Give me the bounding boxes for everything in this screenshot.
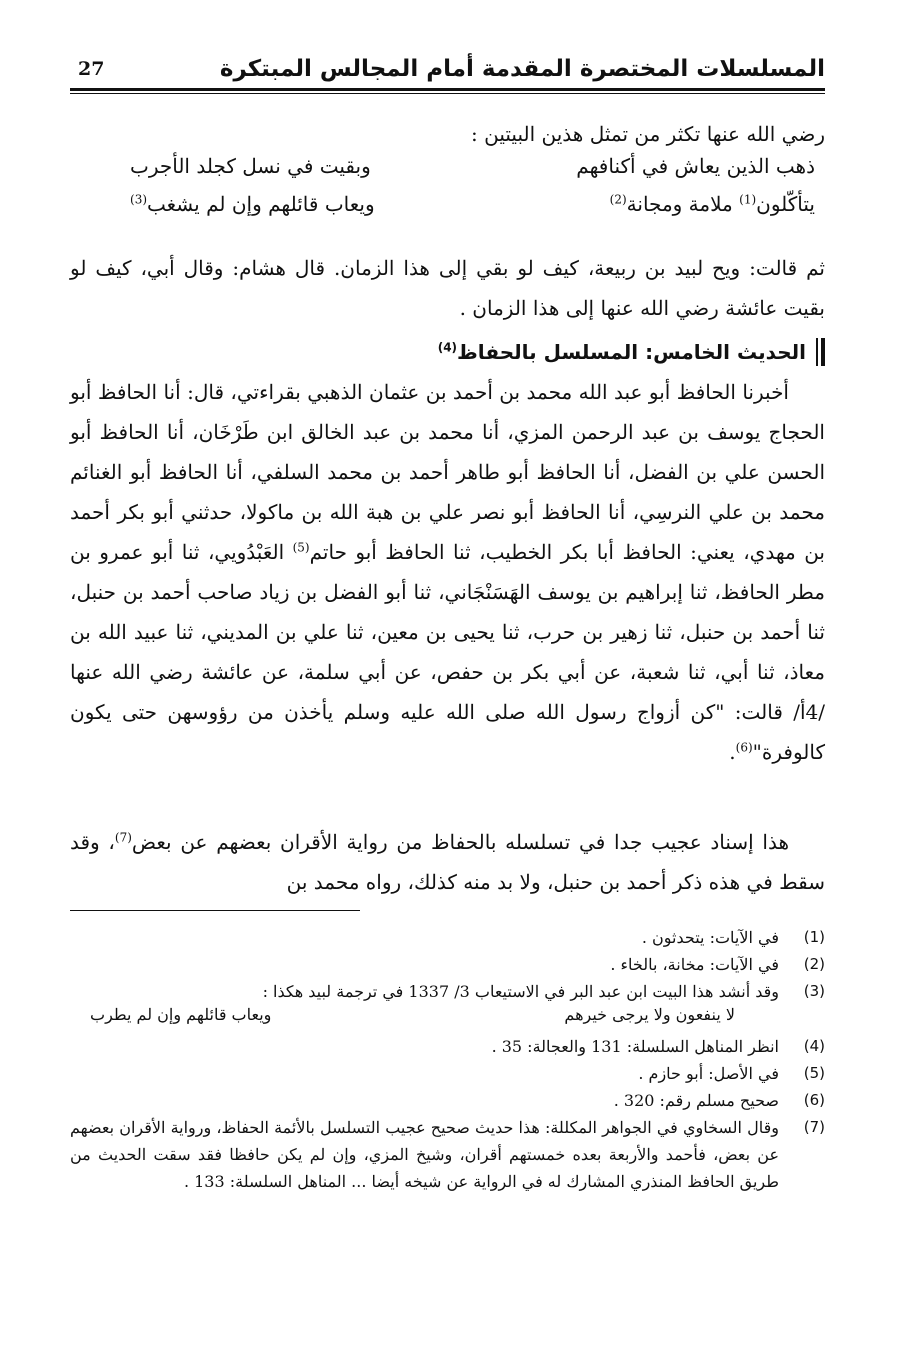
verse-2-first-hemistich — [610, 192, 815, 216]
hadith-text-1: أخبرنا الحافظ أبو عبد الله محمد بن أحمد بن عثمان الذهبي بقراءتي، قال: أنا الحافظ أبو الحجاج يوسف بن عبد الرحمن المزي، أنا محمد بن عبد الخالق ابن طَرْخَان، أنا الحافظ أبو الحسن علي بن الفضل، أنا الحافظ أبو طاهر أحمد بن محمد السلفي، أنا الحافظ أبو الغنائم محمد بن علي النرسِي، أنا الحافظ أبو نصر علي بن هبة الله بن ماكولا، حدثني أبو بكر أحمد بن مهدي، يعني: الحافظ أبا بكر الخطيب، ثنا الحافظ أبو حاتم — [70, 380, 825, 564]
footnote-ref-5[interactable]: (5) — [292, 540, 310, 555]
footnote-number: (1) — [803, 928, 825, 946]
footnote-2 — [70, 951, 825, 978]
verse-line-1 — [130, 154, 815, 194]
footnote-7 — [70, 1114, 825, 1195]
footnotes — [70, 924, 825, 1195]
footnote-ref-7[interactable]: (7) — [114, 830, 132, 845]
hadith-end: . — [729, 740, 736, 764]
footnote-number: (4) — [803, 1037, 825, 1055]
hadith-paragraph — [70, 372, 825, 772]
verse-1-second-hemistich: وبقيت في نسل كجلد الأجرب — [130, 154, 371, 178]
comment-text-2: ، وقد سقط في هذه ذكر أحمد بن حنبل، ولا بد منه كذلك، رواه محمد بن — [70, 830, 825, 894]
book-page — [70, 40, 825, 1320]
footnote-text: في الأصل: أبو حازم . — [638, 1064, 779, 1083]
footnote-text: في الآيات: يتحدثون . — [641, 928, 779, 947]
comment-text-1: هذا إسناد عجيب جدا في تسلسله بالحفاظ من رواية الأقران بعضهم عن بعض — [131, 830, 790, 854]
footnote-number: (2) — [803, 955, 825, 973]
footnote-separator — [70, 910, 360, 911]
page-number: 27 — [78, 58, 105, 80]
poem-verse — [130, 154, 815, 244]
heading-bars-icon — [816, 338, 825, 366]
footnote-4 — [70, 1033, 825, 1060]
footnote-number: (7) — [803, 1118, 825, 1136]
section-heading — [438, 334, 825, 370]
footnote-ref-1[interactable]: (1) — [739, 192, 757, 207]
footnote-ref-3[interactable]: (3) — [130, 192, 148, 207]
footnote-verse-first-hemistich: لا ينفعون ولا يرجى خيرهم — [564, 1005, 735, 1024]
footnote-text: في الآيات: مخانة، بالخاء . — [610, 955, 779, 974]
verse-1-first-hemistich: ذهب الذين يعاش في أكنافهم — [576, 154, 815, 178]
verse-2-rest: ملامة ومجانة — [626, 192, 740, 216]
header-rule — [70, 88, 825, 91]
footnote-1 — [70, 924, 825, 951]
footnote-ref-4[interactable]: (4) — [437, 340, 458, 355]
section-heading-text — [438, 340, 806, 364]
footnote-3 — [70, 978, 825, 1005]
after-verse-paragraph: ثم قالت: ويح لبيد بن ربيعة، كيف لو بقي إلى هذا الزمان. قال هشام: وقال أبي، كيف لو بقيت عائشة رضي الله عنها إلى هذا الزمان . — [70, 256, 825, 320]
footnote-ref-2[interactable]: (2) — [609, 192, 627, 207]
hadith-text-2: العَبْدُويي، ثنا أبو عمرو بن مطر الحافظ، ثنا إبراهيم بن يوسف الهَسَنْجَاني، ثنا أبو الفضل بن زياد صاحب أحمد بن حنبل، ثنا أحمد بن حنبل، ثنا زهير بن حرب، ثنا يحيى بن معين، ثنا علي بن المديني، ثنا عبيد الله بن معاذ، ثنا أبي، ثنا شعبة، عن أبي بكر بن حفص، عن أبي سلمة، عن عائشة رضي الله عنها /4أ/ قالت: "كن أزواج رسول الله صلى الله عليه وسلم يأخذن من رؤوسهن حتى يكون كالوفرة" — [70, 540, 825, 764]
verse-2-second-hemistich — [130, 192, 375, 216]
header-rule-thin — [70, 93, 825, 94]
footnote-text: انظر المناهل السلسلة: 131 والعجالة: 35 . — [491, 1037, 779, 1056]
footnote-6 — [70, 1087, 825, 1114]
footnote-verse-second-hemistich: ويعاب قائلهم وإن لم يطرب — [90, 1005, 272, 1024]
footnote-5 — [70, 1060, 825, 1087]
comment-paragraph — [70, 822, 825, 902]
intro-paragraph: رضي الله عنها تكثر من تمثل هذين البيتين : — [471, 122, 825, 146]
footnote-text: صحيح مسلم رقم: 320 . — [613, 1091, 779, 1110]
section-heading-label: الحديث الخامس: المسلسل بالحفاظ — [457, 340, 806, 364]
footnote-number: (3) — [803, 982, 825, 1000]
footnote-3-verse — [70, 1005, 825, 1033]
verse-2-second-text: ويعاب قائلهم وإن لم يشغب — [147, 192, 375, 216]
footnote-number: (5) — [803, 1064, 825, 1082]
footnote-text: وقد أنشد هذا البيت ابن عبد البر في الاستيعاب 3/ 1337 في ترجمة لبيد هكذا : — [262, 982, 779, 1001]
running-title: المسلسلات المختصرة المقدمة أمام المجالس المبتكرة — [219, 56, 825, 82]
verse-line-2 — [130, 192, 815, 232]
footnote-ref-6[interactable]: (6) — [735, 740, 753, 755]
footnote-text: وقال السخاوي في الجواهر المكللة: هذا حديث صحيح عجيب التسلسل بالأئمة الحفاظ، ورواية الأقران بعضهم عن بعض، فأحمد والأربعة بعده خمستهم أقران، وشيخ المزي، وإن لم يكن حافظا فقد سقت الحديث من طريق الحافظ المنذري المشارك له في الرواية عن شيخه أيضا ... المناهل السلسلة: 133 . — [70, 1118, 779, 1191]
verse-2-word: يتأكّلون — [756, 192, 815, 216]
footnote-number: (6) — [803, 1091, 825, 1109]
